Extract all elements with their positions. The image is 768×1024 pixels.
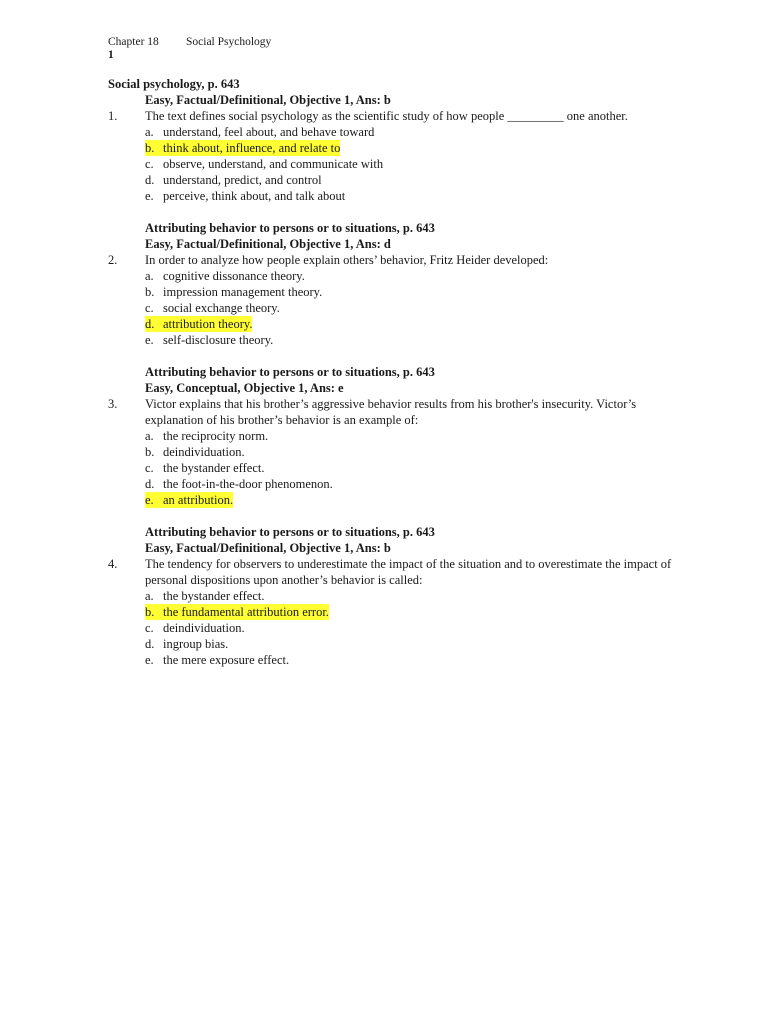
- option-letter: b.: [145, 604, 163, 620]
- option-a: [145, 268, 678, 284]
- question-stem: [108, 252, 678, 268]
- option-letter: c.: [145, 157, 154, 171]
- question-number: 3.: [108, 397, 118, 411]
- question-text: In order to analyze how people explain others’ behavior, Fritz Heider developed:: [145, 253, 549, 267]
- option-letter: e.: [145, 189, 154, 203]
- option-letter: b.: [145, 285, 155, 299]
- option-letter: c.: [145, 621, 154, 635]
- option-b-correct: [145, 604, 678, 620]
- answer-options: [108, 268, 678, 348]
- question-list: [108, 76, 678, 684]
- header-chapter: Chapter 18: [108, 36, 159, 48]
- question-meta: Easy, Conceptual, Objective 1, Ans: e: [145, 381, 344, 395]
- option-e: [145, 652, 678, 668]
- option-letter: b.: [145, 445, 155, 459]
- option-text: deindividuation.: [163, 621, 245, 635]
- question-3: [108, 364, 678, 508]
- option-d: [145, 172, 678, 188]
- question-topic: Attributing behavior to persons or to situations, p. 643: [145, 525, 435, 539]
- option-text: deindividuation.: [163, 445, 245, 459]
- option-c: [145, 620, 678, 636]
- option-text-highlighted: the fundamental attribution error.: [163, 605, 329, 619]
- option-letter: d.: [145, 316, 163, 332]
- option-b-correct: [145, 140, 678, 156]
- option-letter: a.: [145, 589, 154, 603]
- header-page-number: 1: [108, 49, 114, 61]
- option-text: self-disclosure theory.: [163, 333, 274, 347]
- option-letter: a.: [145, 125, 154, 139]
- question-number: 1.: [108, 109, 118, 123]
- option-text: observe, understand, and communicate with: [163, 157, 384, 171]
- question-stem: [108, 556, 678, 588]
- option-b: [145, 284, 678, 300]
- option-text: the mere exposure effect.: [163, 653, 290, 667]
- option-a: [145, 588, 678, 604]
- question-4: [108, 524, 678, 668]
- option-letter: c.: [145, 301, 154, 315]
- option-b: [145, 444, 678, 460]
- question-meta: Easy, Factual/Definitional, Objective 1, Ans: b: [145, 93, 391, 107]
- answer-options: [108, 428, 678, 508]
- option-text: the bystander effect.: [163, 589, 265, 603]
- question-topic: Attributing behavior to persons or to situations, p. 643: [145, 221, 435, 235]
- option-letter: a.: [145, 269, 154, 283]
- option-text: understand, predict, and control: [163, 173, 322, 187]
- option-d: [145, 636, 678, 652]
- option-c: [145, 460, 678, 476]
- option-e: [145, 188, 678, 204]
- option-a: [145, 428, 678, 444]
- question-text: Victor explains that his brother’s aggressive behavior results from his brother's insecurity. Victor’s explanation of his brother’s behavior is an example of:: [145, 397, 637, 427]
- option-text: ingroup bias.: [163, 637, 229, 651]
- option-e: [145, 332, 678, 348]
- question-2: [108, 220, 678, 348]
- question-stem: [108, 108, 678, 124]
- option-text-highlighted: think about, influence, and relate to: [163, 141, 341, 155]
- option-d-correct: [145, 316, 678, 332]
- question-stem: [108, 396, 678, 428]
- option-text-highlighted: an attribution.: [163, 493, 234, 507]
- option-text: the bystander effect.: [163, 461, 265, 475]
- header-title: Social Psychology: [186, 36, 272, 48]
- question-text: The tendency for observers to underestimate the impact of the situation and to overestimate the impact of personal dispositions upon another’s behavior is called:: [145, 557, 672, 587]
- option-e-correct: [145, 492, 678, 508]
- answer-options: [108, 124, 678, 204]
- option-text: the foot-in-the-door phenomenon.: [163, 477, 333, 491]
- option-letter: e.: [145, 653, 154, 667]
- option-letter: e.: [145, 492, 163, 508]
- question-1: [108, 76, 678, 204]
- option-c: [145, 156, 678, 172]
- option-text: perceive, think about, and talk about: [163, 189, 346, 203]
- option-text: understand, feel about, and behave toward: [163, 125, 375, 139]
- option-letter: b.: [145, 140, 163, 156]
- option-letter: c.: [145, 461, 154, 475]
- option-c: [145, 300, 678, 316]
- question-text: The text defines social psychology as the scientific study of how people _________ one another.: [145, 109, 628, 123]
- page-header: [108, 36, 271, 62]
- question-topic: Social psychology, p. 643: [108, 77, 240, 91]
- question-meta: Easy, Factual/Definitional, Objective 1, Ans: d: [145, 237, 391, 251]
- option-text: social exchange theory.: [163, 301, 280, 315]
- question-number: 2.: [108, 253, 118, 267]
- option-a: [145, 124, 678, 140]
- option-text: cognitive dissonance theory.: [163, 269, 305, 283]
- option-d: [145, 476, 678, 492]
- question-topic: Attributing behavior to persons or to situations, p. 643: [145, 365, 435, 379]
- question-number: 4.: [108, 557, 118, 571]
- option-text: the reciprocity norm.: [163, 429, 269, 443]
- option-letter: d.: [145, 173, 155, 187]
- option-letter: d.: [145, 477, 155, 491]
- question-meta: Easy, Factual/Definitional, Objective 1, Ans: b: [145, 541, 391, 555]
- option-text-highlighted: attribution theory.: [163, 317, 253, 331]
- option-text: impression management theory.: [163, 285, 323, 299]
- option-letter: e.: [145, 333, 154, 347]
- option-letter: d.: [145, 637, 155, 651]
- option-letter: a.: [145, 429, 154, 443]
- answer-options: [108, 588, 678, 668]
